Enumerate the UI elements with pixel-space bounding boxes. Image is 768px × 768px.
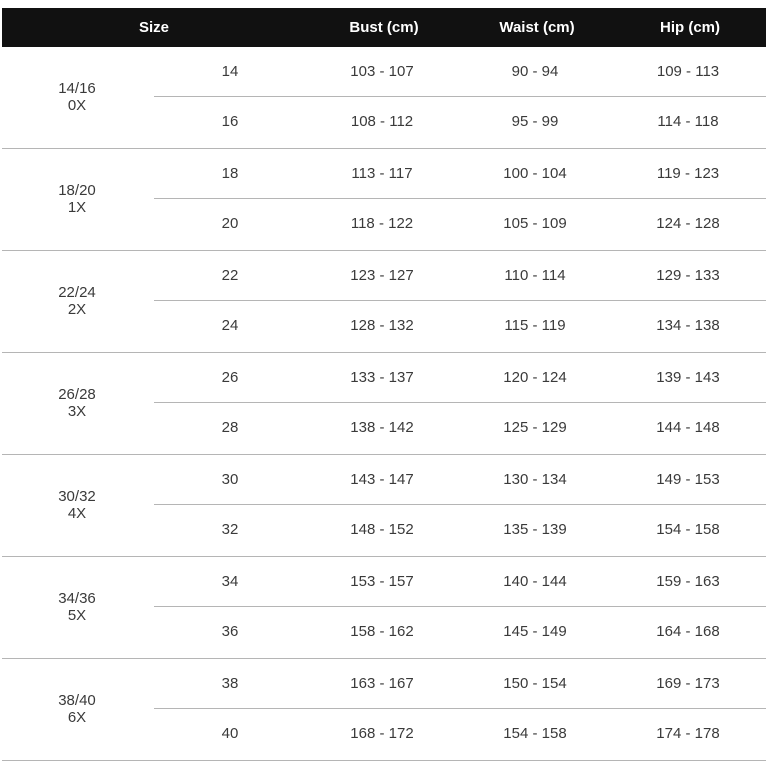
size-group-6x <box>0 659 768 761</box>
table-row <box>0 709 768 759</box>
group-label-range: 38/40 <box>58 692 96 709</box>
cell-waist: 130 - 134 <box>503 471 567 488</box>
cell-bust: 113 - 117 <box>351 165 413 182</box>
cell-bust: 158 - 162 <box>350 623 414 640</box>
table-row <box>0 353 768 403</box>
header-size: Size <box>138 19 169 36</box>
table-row <box>0 301 768 351</box>
group-label-plus-size: 6X <box>67 709 87 726</box>
cell-size: 26 <box>221 369 239 386</box>
cell-hip: 134 - 138 <box>656 317 720 334</box>
cell-hip: 164 - 168 <box>656 623 720 640</box>
cell-size: 30 <box>221 471 239 488</box>
cell-bust: 148 - 152 <box>350 521 414 538</box>
table-row <box>0 455 768 505</box>
group-label-range: 26/28 <box>58 386 96 403</box>
cell-size: 14 <box>221 63 239 80</box>
group-label-plus-size: 0X <box>67 97 87 114</box>
cell-waist: 115 - 119 <box>504 317 566 334</box>
header-waist: Waist (cm) <box>499 19 575 36</box>
cell-size: 34 <box>221 573 239 590</box>
cell-hip: 129 - 133 <box>656 267 720 284</box>
table-row <box>0 47 768 97</box>
table-row <box>0 557 768 607</box>
cell-size: 38 <box>221 675 239 692</box>
table-row <box>0 199 768 249</box>
cell-bust: 168 - 172 <box>350 725 414 742</box>
cell-waist: 140 - 144 <box>503 573 567 590</box>
cell-bust: 108 - 112 <box>350 113 414 130</box>
size-group-2x <box>0 251 768 353</box>
cell-size: 22 <box>221 267 239 284</box>
cell-bust: 143 - 147 <box>350 471 414 488</box>
table-row <box>0 659 768 709</box>
header-bust: Bust (cm) <box>349 19 419 36</box>
cell-waist: 90 - 94 <box>511 63 559 80</box>
cell-hip: 149 - 153 <box>656 471 720 488</box>
table-row <box>0 97 768 147</box>
cell-waist: 110 - 114 <box>504 267 566 284</box>
cell-waist: 100 - 104 <box>503 165 567 182</box>
group-label-plus-size: 2X <box>67 301 87 318</box>
size-group-3x <box>0 353 768 455</box>
group-label-range: 34/36 <box>58 590 96 607</box>
cell-size: 36 <box>221 623 239 640</box>
group-label-plus-size: 3X <box>67 403 87 420</box>
cell-waist: 95 - 99 <box>511 113 559 130</box>
cell-hip: 159 - 163 <box>656 573 720 590</box>
cell-hip: 139 - 143 <box>656 369 720 386</box>
table-row <box>0 403 768 453</box>
size-group-1x <box>0 149 768 251</box>
cell-bust: 163 - 167 <box>350 675 414 692</box>
cell-size: 24 <box>221 317 239 334</box>
cell-size: 20 <box>221 215 239 232</box>
group-label-plus-size: 4X <box>67 505 87 522</box>
cell-waist: 135 - 139 <box>503 521 567 538</box>
size-group-5x <box>0 557 768 659</box>
cell-bust: 128 - 132 <box>350 317 414 334</box>
cell-hip: 119 - 123 <box>656 165 720 182</box>
group-divider <box>2 760 766 761</box>
cell-bust: 138 - 142 <box>350 419 414 436</box>
cell-size: 40 <box>221 725 239 742</box>
cell-waist: 120 - 124 <box>503 369 567 386</box>
group-label-range: 18/20 <box>58 182 96 199</box>
header-hip: Hip (cm) <box>660 19 720 36</box>
table-row <box>0 505 768 555</box>
cell-size: 28 <box>221 419 239 436</box>
cell-waist: 125 - 129 <box>503 419 567 436</box>
cell-size: 18 <box>221 165 239 182</box>
cell-hip: 174 - 178 <box>656 725 720 742</box>
group-label-range: 14/16 <box>58 80 96 97</box>
cell-hip: 169 - 173 <box>656 675 720 692</box>
cell-waist: 154 - 158 <box>503 725 567 742</box>
group-label-range: 22/24 <box>58 284 96 301</box>
cell-waist: 150 - 154 <box>503 675 567 692</box>
cell-bust: 123 - 127 <box>350 267 414 284</box>
cell-waist: 105 - 109 <box>503 215 567 232</box>
cell-size: 16 <box>221 113 239 130</box>
table-row <box>0 607 768 657</box>
table-header <box>2 8 766 47</box>
cell-hip: 154 - 158 <box>656 521 720 538</box>
cell-bust: 153 - 157 <box>350 573 414 590</box>
group-label-plus-size: 1X <box>67 199 87 216</box>
table-row <box>0 251 768 301</box>
cell-hip: 124 - 128 <box>656 215 720 232</box>
group-label-plus-size: 5X <box>67 607 87 624</box>
size-group-4x <box>0 455 768 557</box>
cell-bust: 133 - 137 <box>350 369 414 386</box>
table-row <box>0 149 768 199</box>
cell-size: 32 <box>221 521 239 538</box>
cell-bust: 118 - 122 <box>350 215 414 232</box>
group-label-range: 30/32 <box>58 488 96 505</box>
size-group-0x <box>0 47 768 149</box>
cell-hip: 114 - 118 <box>657 113 719 130</box>
cell-hip: 109 - 113 <box>656 63 720 80</box>
cell-bust: 103 - 107 <box>350 63 414 80</box>
cell-waist: 145 - 149 <box>503 623 567 640</box>
cell-hip: 144 - 148 <box>656 419 720 436</box>
